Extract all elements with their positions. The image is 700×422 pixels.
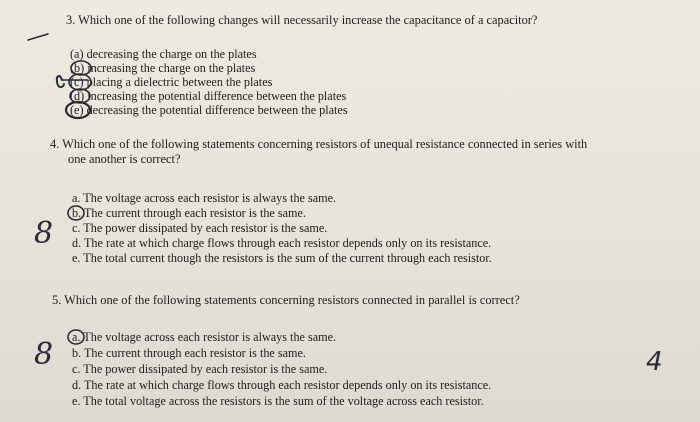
arrow-head [57,76,64,87]
q4-option-c: c. The power dissipated by each resistor is the same. [72,221,328,235]
q4-option-e: e. The total current though the resistors is the sum of the current through each resistor. [72,251,492,265]
question-4-title: 4. Which one of the following statements concerning resistors of unequal resistance connected in series with [50,137,588,151]
q3-option-b: (b) increasing the charge on the plates [70,61,256,75]
q5-option-b: b. The current through each resistor is the same. [72,346,306,360]
q4-option-d: d. The rate at which charge flows through each resistor depends only on its resistance. [72,236,492,250]
q5-option-a: a. The voltage across each resistor is always the same. [72,330,337,344]
score-margin: 4 [646,347,663,377]
score-q4: 8 [34,216,54,251]
question-4-title-cont: one another is correct? [68,152,181,166]
q3-option-d: (d) increasing the potential difference between the plates [70,89,347,103]
q3-option-c: (c) placing a dielectric between the plates [70,75,273,89]
q3-option-a: (a) decreasing the charge on the plates [70,47,257,61]
q4-option-b: b. The current through each resistor is the same. [72,206,306,220]
q5-option-e: e. The total voltage across the resistors is the sum of the voltage across each resistor. [72,394,484,408]
score-q5: 8 [34,337,54,372]
q5-option-c: c. The power dissipated by each resistor is the same. [72,362,328,376]
check-mark [28,34,48,40]
q5-option-d: d. The rate at which charge flows through each resistor depends only on its resistance. [72,378,492,392]
q4-option-a: a. The voltage across each resistor is always the same. [72,191,337,205]
q3-option-e: (e) decreasing the potential difference between the plates [70,103,348,117]
question-5-title: 5. Which one of the following statements concerning resistors connected in parallel is correct? [52,293,520,307]
question-3-title: 3. Which one of the following changes will necessarily increase the capacitance of a capacitor? [66,13,538,27]
